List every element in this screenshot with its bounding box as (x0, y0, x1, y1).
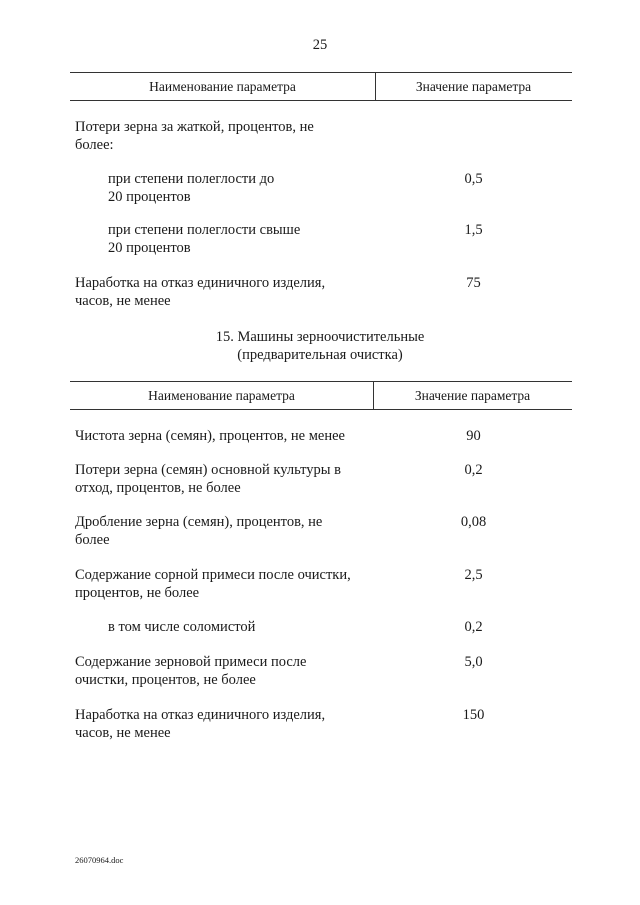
parameter-line: в том числе соломистой (108, 619, 256, 635)
parameter-line: очистки, процентов, не более (75, 672, 256, 688)
parameter-line: 20 процентов (108, 240, 191, 256)
section-title-line: 15. Машины зерноочистительные (215, 329, 425, 345)
page-number: 25 (312, 37, 328, 53)
table-1-header-value: Значение параметра (415, 79, 532, 94)
section-subtitle-line: (предварительная очистка) (237, 347, 403, 363)
parameter-name (75, 427, 370, 445)
parameter-line: Потери зерна за жаткой, процентов, не (75, 119, 314, 135)
parameter-value: 0,08 (460, 514, 487, 530)
parameter-line: более (75, 532, 110, 548)
parameter-value: 0,2 (464, 462, 483, 478)
parameter-value: 2,5 (464, 567, 483, 583)
table-2-top-rule (70, 381, 572, 382)
parameter-line: Дробление зерна (семян), процентов, не (75, 514, 323, 530)
section-title (0, 328, 640, 364)
parameter-name (108, 618, 370, 636)
parameter-line: Наработка на отказ единичного изделия, (75, 275, 326, 291)
table-2-header-rule (70, 409, 572, 410)
parameter-line: Потери зерна (семян) основной культуры в (75, 462, 342, 478)
parameter-name (75, 118, 370, 154)
parameter-line: 20 процентов (108, 189, 191, 205)
parameter-value: 5,0 (464, 654, 483, 670)
parameter-value: 75 (466, 275, 481, 291)
parameter-line: Содержание сорной примеси после очистки, (75, 567, 351, 583)
parameter-line: при степени полеглости до (108, 171, 275, 187)
parameter-name (108, 221, 370, 257)
parameter-value: 1,5 (464, 222, 483, 238)
parameter-line: отход, процентов, не более (75, 480, 241, 496)
parameter-name (75, 566, 370, 602)
table-1-top-rule (70, 72, 572, 73)
parameter-line: часов, не менее (75, 725, 171, 741)
parameter-name (75, 706, 370, 742)
table-1-header-rule (70, 100, 572, 101)
parameter-value: 0,2 (464, 619, 483, 635)
table-2-header-name: Наименование параметра (148, 388, 295, 403)
parameter-line: часов, не менее (75, 293, 171, 309)
parameter-name (75, 461, 370, 497)
parameter-line: при степени полеглости свыше (108, 222, 301, 238)
parameter-value: 0,5 (464, 171, 483, 187)
table-2-header-value: Значение параметра (414, 388, 531, 403)
parameter-line: Наработка на отказ единичного изделия, (75, 707, 326, 723)
parameter-line: более: (75, 137, 114, 153)
parameter-line: процентов, не более (75, 585, 200, 601)
parameter-line: Чистота зерна (семян), процентов, не менее (75, 428, 345, 444)
parameter-name (75, 274, 370, 310)
parameter-value: 90 (466, 428, 481, 444)
parameter-name (75, 653, 370, 689)
parameter-value: 150 (462, 707, 485, 723)
parameter-name (75, 513, 370, 549)
document-filename: 26070964.doc (75, 855, 124, 865)
parameter-line: Содержание зерновой примеси после (75, 654, 307, 670)
table-1-header-name: Наименование параметра (149, 79, 296, 94)
parameter-name (108, 170, 370, 206)
